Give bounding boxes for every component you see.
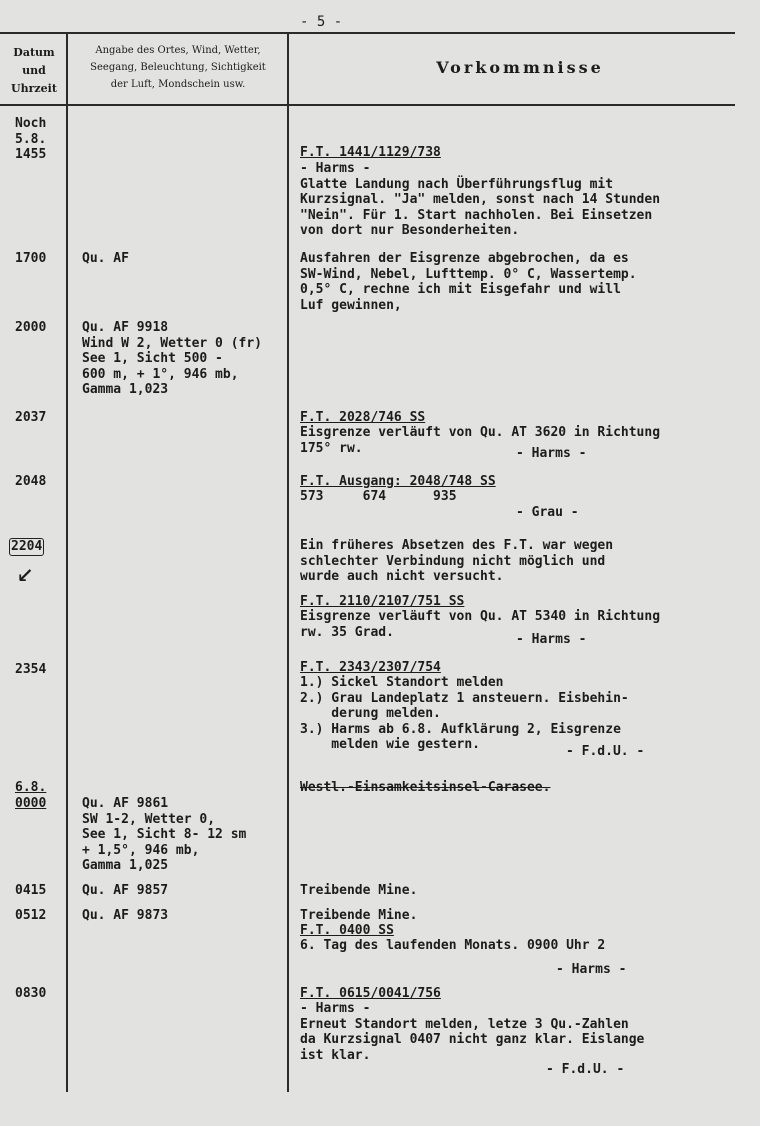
entry-ft: F.T. 2028/746 SS <box>300 410 426 425</box>
entry-ft: F.T. 2110/2107/751 SS <box>300 594 465 609</box>
header-datum: Datum und Uhrzeit <box>11 46 57 95</box>
entry-time: 2204 <box>11 539 43 554</box>
entry-text: Treibende Mine. <box>300 908 418 923</box>
entry-signature: - Harms - <box>556 962 627 977</box>
entry-ft: F.T. 2343/2307/754 <box>300 660 441 675</box>
entry-place: Qu. AF 9918 Wind W 2, Wetter 0 (fr) See 1, Sicht 500 - 600 m, + 1°, 946 mb, Gamma 1,023 <box>82 320 263 397</box>
entry-time: 0830 <box>15 986 47 1001</box>
entry-signature: - Harms - <box>516 632 587 647</box>
entry-text: 573 674 935 <box>300 489 457 504</box>
entry-ft: F.T. Ausgang: 2048/748 SS <box>300 474 496 489</box>
entry-signature: - F.d.U. - <box>566 744 645 759</box>
entry-ft: F.T. 0400 SS <box>300 923 394 938</box>
entry-text: Eisgrenze verläuft von Qu. AT 3620 in Richtung 175° rw. <box>300 425 661 456</box>
entry-time: 2354 <box>15 662 47 677</box>
entry-place: Qu. AF 9861 SW 1-2, Wetter 0, See 1, Sicht 8- 12 sm + 1,5°, 946 mb, Gamma 1,025 <box>82 796 247 873</box>
entry-time: 2000 <box>15 320 47 335</box>
entry-time: 1700 <box>15 251 47 266</box>
entry-place: Qu. AF <box>82 251 129 266</box>
entry-place: Qu. AF 9873 <box>82 908 169 923</box>
arrow-icon: → <box>8 558 45 595</box>
entry-signature: - Grau - <box>516 505 579 520</box>
header-bottom-rule <box>0 104 735 106</box>
entry-time: 0415 <box>15 883 47 898</box>
entry-text: 6. Tag des laufenden Monats. 0900 Uhr 2 <box>300 938 606 953</box>
entry-text: - Harms - Glatte Landung nach Überführungsflug mit Kurzsignal. "Ja" melden, sonst nach 14 Stunden "Nein". Für 1. Start nachholen. Bei Einsetzen von dort nur Besonderheiten. <box>300 161 661 238</box>
entry-signature: - F.d.U. - <box>546 1062 625 1077</box>
entry-ft: F.T. 1441/1129/738 <box>300 145 441 160</box>
entry-signature: - Harms - <box>516 446 587 461</box>
entry-text: - Harms - Erneut Standort melden, letze 3 Qu.-Zahlen da Kurzsignal 0407 nicht ganz klar. Eislange ist klar. <box>300 1001 645 1063</box>
entry-text: Ausfahren der Eisgrenze abgebrochen, da es SW-Wind, Nebel, Lufttemp. 0° C, Wassertemp. 0,5° C, rechne ich mit Eisgefahr und will Luf gewinnen, <box>300 251 637 313</box>
entry-time: 2037 <box>15 410 47 425</box>
entry-ft: F.T. 0615/0041/756 <box>300 986 441 1001</box>
entry-time: 0512 <box>15 908 47 923</box>
column-divider-2 <box>287 32 289 1092</box>
entry-text: 1.) Sickel Standort melden 2.) Grau Landeplatz 1 ansteuern. Eisbehin- derung melden. 3.) Harms ab 6.8. Aufklärung 2, Eisgrenze melden wie gestern. <box>300 675 629 752</box>
entry-text: Westl.-Einsamkeitsinsel-Carasee. <box>300 780 551 795</box>
header-vorkommnisse: Vorkommnisse <box>436 58 604 77</box>
entry-text: Treibende Mine. <box>300 883 418 898</box>
page-number: - 5 - <box>300 14 343 30</box>
top-rule <box>0 32 735 34</box>
header-ort: Angabe des Ortes, Wind, Wetter, Seegang, Beleuchtung, Sichtigkeit der Luft, Mondschein usw. <box>90 45 266 90</box>
entry-time: 2048 <box>15 474 47 489</box>
entry-text: Eisgrenze verläuft von Qu. AT 5340 in Richtung rw. 35 Grad. <box>300 609 661 640</box>
entry-time: 6.8. 0000 <box>15 780 47 811</box>
entry-text: Ein früheres Absetzen des F.T. war wegen schlechter Verbindung nicht möglich und wurde auch nicht versucht. <box>300 538 614 584</box>
column-divider-1 <box>66 32 68 1092</box>
entry-place: Qu. AF 9857 <box>82 883 169 898</box>
entry-time: Noch 5.8. 1455 <box>15 116 47 162</box>
